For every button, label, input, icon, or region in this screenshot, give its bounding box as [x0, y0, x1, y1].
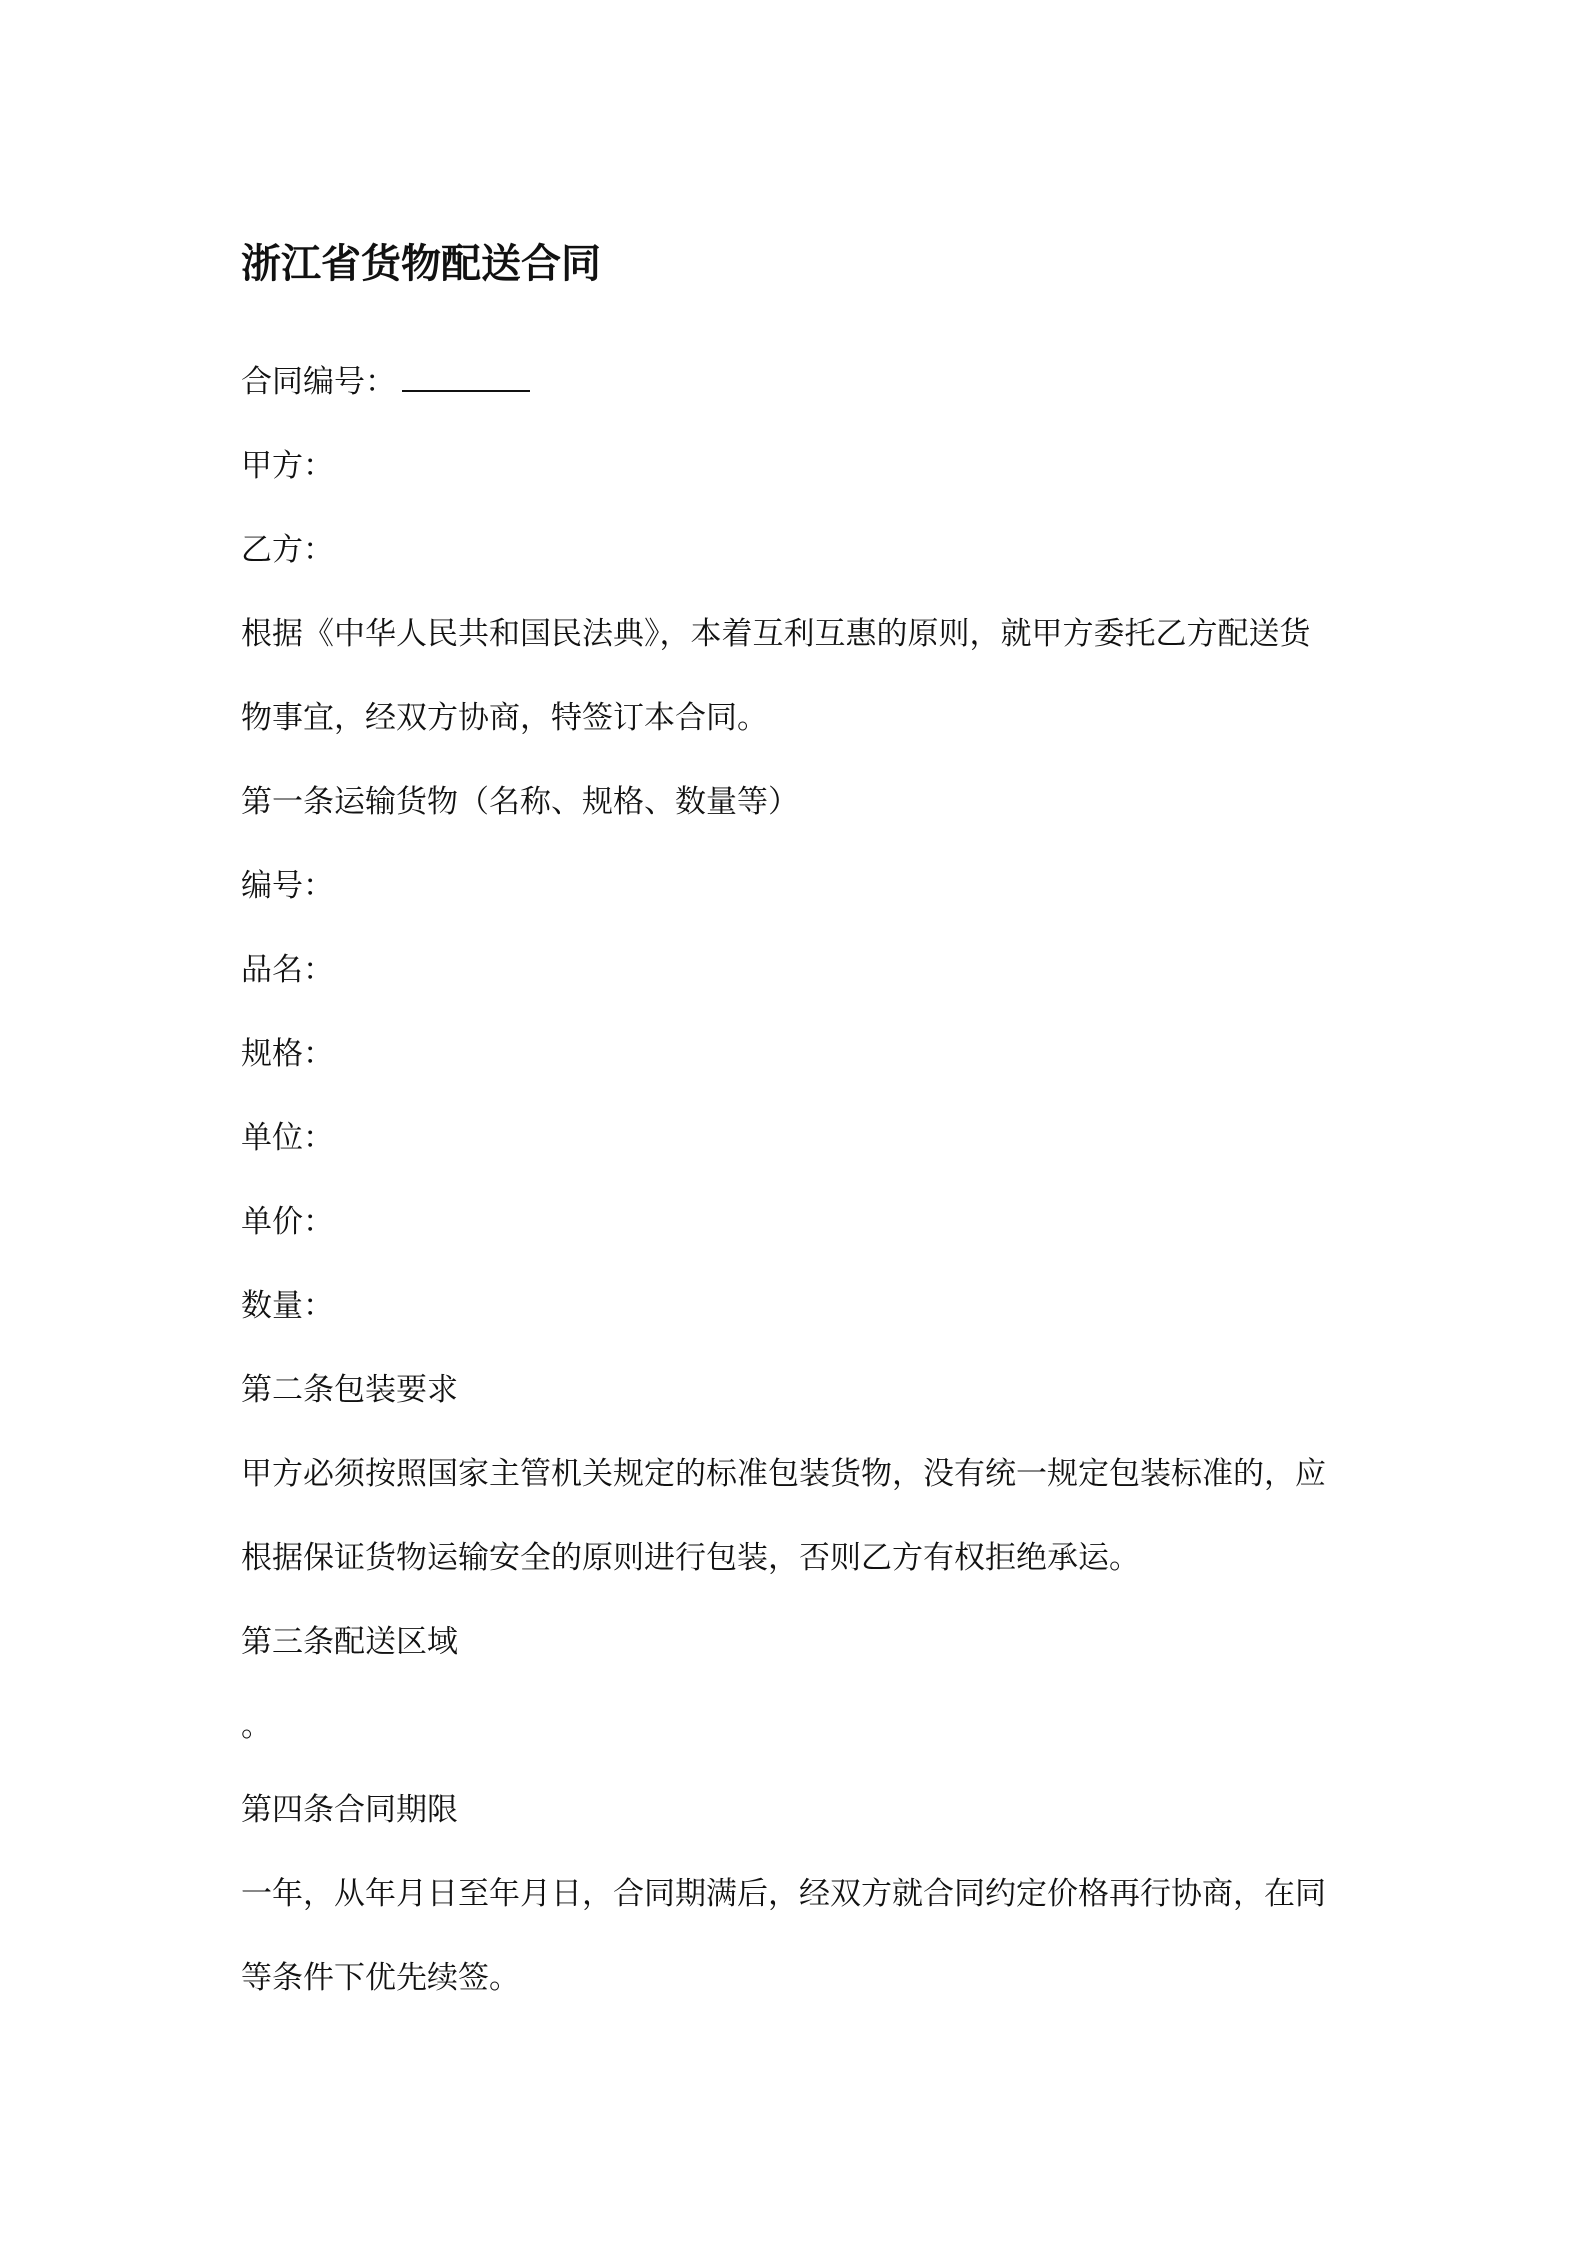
- intro-paragraph-line-2: 物事宜，经双方协商，特签订本合同。: [241, 700, 768, 736]
- article-1-heading: 第一条运输货物（名称、规格、数量等）: [241, 784, 799, 820]
- field-unit: 单位：: [241, 1120, 334, 1156]
- contract-page: [241, 0, 1361, 2244]
- field-quantity: 数量：: [241, 1288, 334, 1324]
- intro-paragraph-line-1: 根据《中华人民共和国民法典》，本着互利互惠的原则，就甲方委托乙方配送货: [241, 616, 1311, 652]
- contract-number-blank: [402, 360, 530, 392]
- field-unit-price: 单价：: [241, 1204, 334, 1240]
- document-title: 浙江省货物配送合同: [241, 241, 601, 287]
- contract-number-label: 合同编号：: [241, 364, 396, 400]
- field-number: 编号：: [241, 868, 334, 904]
- contract-number-row: [241, 360, 530, 404]
- article-2-line-2: 根据保证货物运输安全的原则进行包装，否则乙方有权拒绝承运。: [241, 1540, 1140, 1576]
- article-2-line-1: 甲方必须按照国家主管机关规定的标准包装货物，没有统一规定包装标准的，应: [241, 1456, 1326, 1492]
- field-specification: 规格：: [241, 1036, 334, 1072]
- party-a-label: 甲方：: [241, 448, 334, 484]
- article-3-heading: 第三条配送区域: [241, 1624, 458, 1660]
- article-4-heading: 第四条合同期限: [241, 1792, 458, 1828]
- article-2-heading: 第二条包装要求: [241, 1372, 458, 1408]
- article-3-body: 。: [241, 1708, 272, 1744]
- field-product-name: 品名：: [241, 952, 334, 988]
- party-b-label: 乙方：: [241, 532, 334, 568]
- article-4-line-1: 一年，从年月日至年月日，合同期满后，经双方就合同约定价格再行协商，在同: [241, 1876, 1326, 1912]
- article-4-line-2: 等条件下优先续签。: [241, 1960, 520, 1996]
